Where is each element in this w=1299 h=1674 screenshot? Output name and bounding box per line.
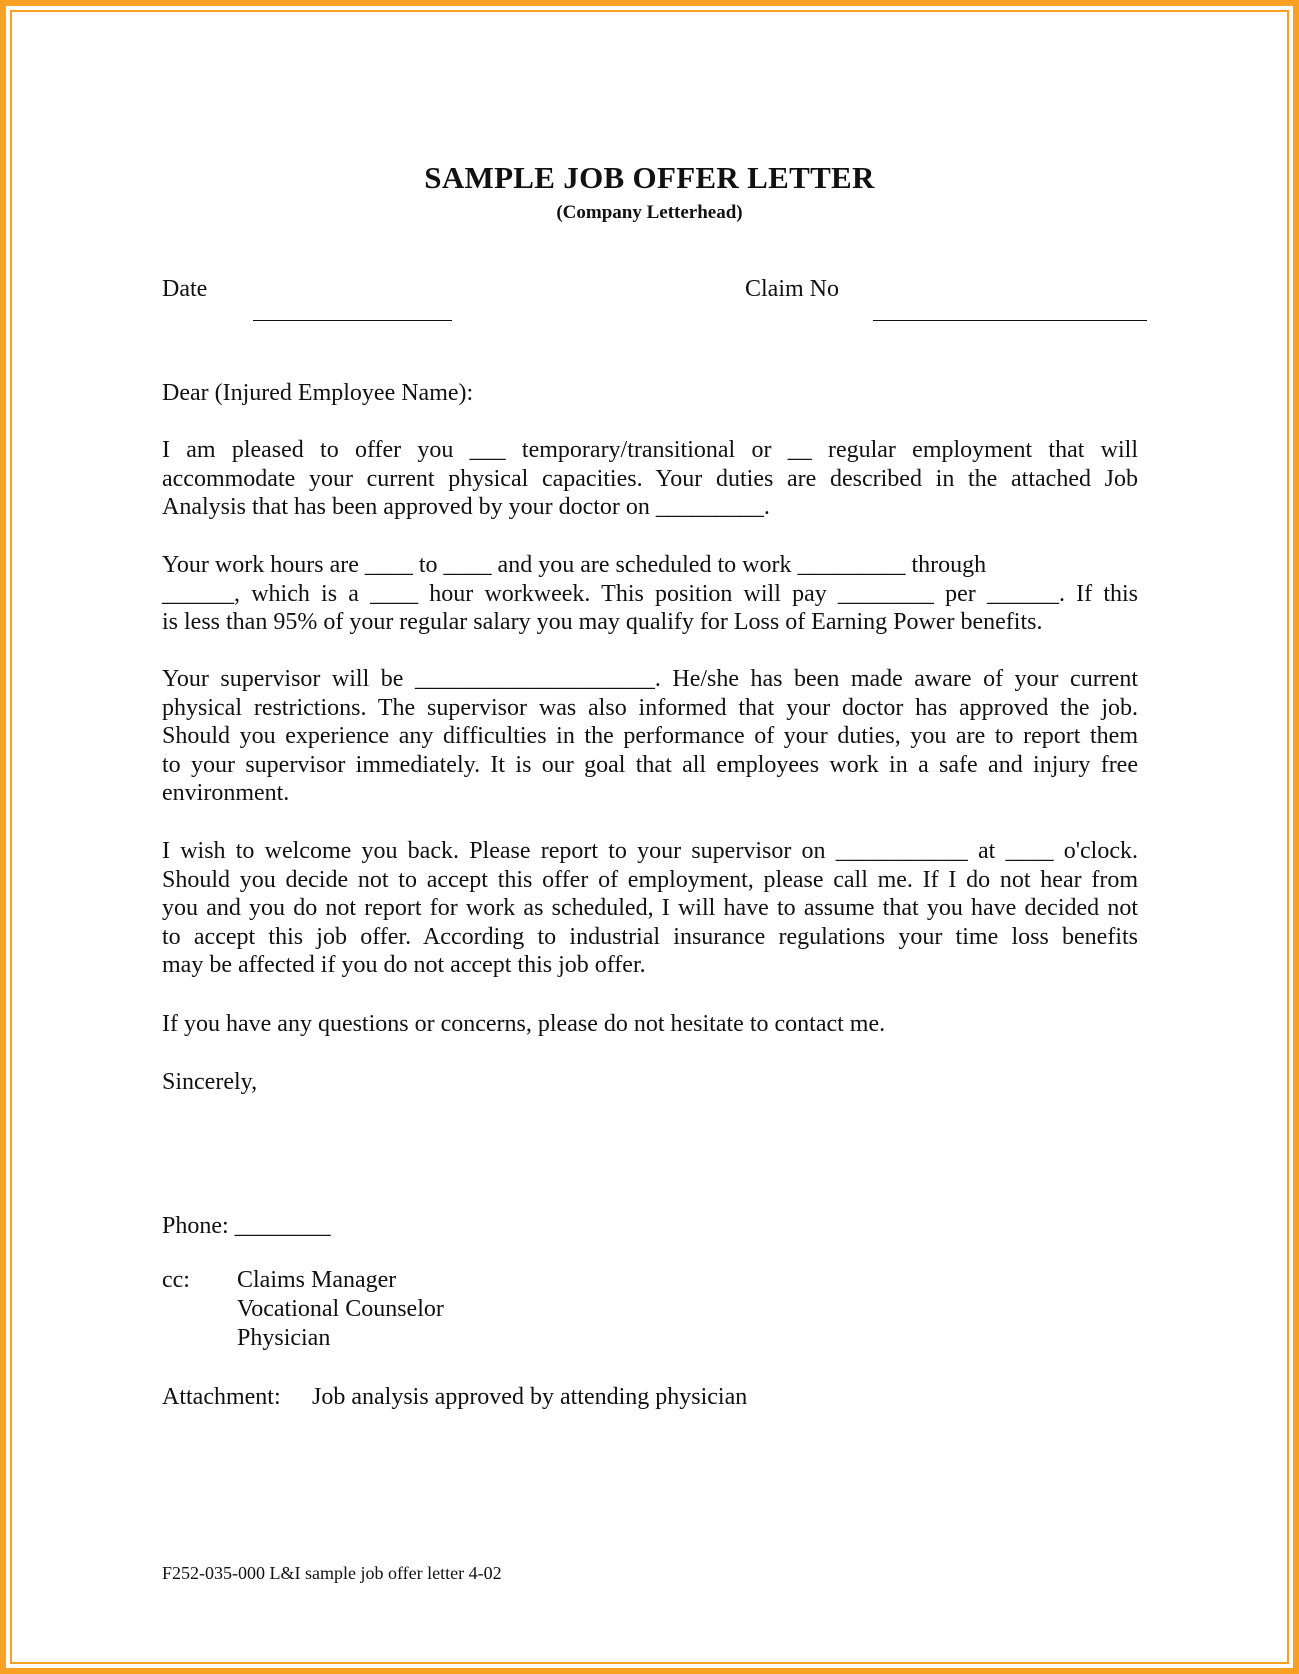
paragraph-line: Should you decide not to accept this offer of employment, please call me. If I do not hear from (162, 866, 1138, 893)
paragraph-line: to your supervisor immediately. It is our goal that all employees work in a safe and injury free (162, 751, 1138, 778)
date-label: Date (162, 276, 208, 302)
paragraph-line: to accept this job offer. According to industrial insurance regulations your time loss benefits (162, 923, 1138, 950)
claim-number-blank-line (873, 320, 1147, 321)
paragraph-line: physical restrictions. The supervisor was also informed that your doctor has approved the job. (162, 694, 1138, 721)
paragraph-line: accommodate your current physical capacities. Your duties are described in the attached Job (162, 465, 1138, 492)
claim-number-label: Claim No (745, 276, 839, 302)
form-footer: F252-035-000 L&I sample job offer letter 4-02 (162, 1563, 502, 1583)
attachment-label: Attachment: (162, 1384, 281, 1410)
paragraph-line: Should you experience any difficulties in the performance of your duties, you are to report them (162, 723, 1138, 750)
paragraph-line: is less than 95% of your regular salary you may qualify for Loss of Earning Power benefits. (162, 609, 1043, 636)
cc-recipient: Vocational Counselor (237, 1296, 444, 1322)
paragraph-line: ______, which is a ____ hour workweek. This position will pay ________ per ______. If this (162, 580, 1138, 607)
paragraph-line: environment. (162, 780, 290, 807)
paragraph-line: Analysis that has been approved by your doctor on _________. (162, 494, 770, 521)
cc-label: cc: (162, 1267, 190, 1293)
paragraph-supervisor (162, 665, 1138, 808)
letter-subtitle: (Company Letterhead) (556, 202, 743, 223)
paragraph-line: you and you do not report for work as scheduled, I will have to assume that you have decided not (162, 895, 1138, 922)
paragraph-hours (162, 551, 1138, 637)
closing: Sincerely, (162, 1069, 258, 1095)
phone-line: Phone: ________ (162, 1213, 331, 1239)
attachment-text: Job analysis approved by attending physician (312, 1384, 748, 1410)
cc-recipient: Claims Manager (237, 1267, 397, 1293)
letter-title: SAMPLE JOB OFFER LETTER (424, 160, 875, 195)
salutation: Dear (Injured Employee Name): (162, 380, 474, 406)
paragraph-line: may be affected if you do not accept this job offer. (162, 952, 646, 979)
paragraph-questions: If you have any questions or concerns, please do not hesitate to contact me. (162, 1011, 886, 1037)
cc-recipient-list (237, 1266, 444, 1353)
paragraph-line: Your supervisor will be ____________________. He/she has been made aware of your current (162, 666, 1138, 692)
paragraph-offer (162, 436, 1138, 522)
date-blank-line (253, 320, 452, 321)
paragraph-welcome (162, 837, 1138, 980)
cc-recipient: Physician (237, 1325, 331, 1351)
paragraph-line: I am pleased to offer you ___ temporary/transitional or __ regular employment that will (162, 437, 1138, 463)
paragraph-line: I wish to welcome you back. Please report to your supervisor on ___________ at ____ o'clock. (162, 838, 1138, 864)
paragraph-line: Your work hours are ____ to ____ and you are scheduled to work _________ through (162, 552, 987, 578)
